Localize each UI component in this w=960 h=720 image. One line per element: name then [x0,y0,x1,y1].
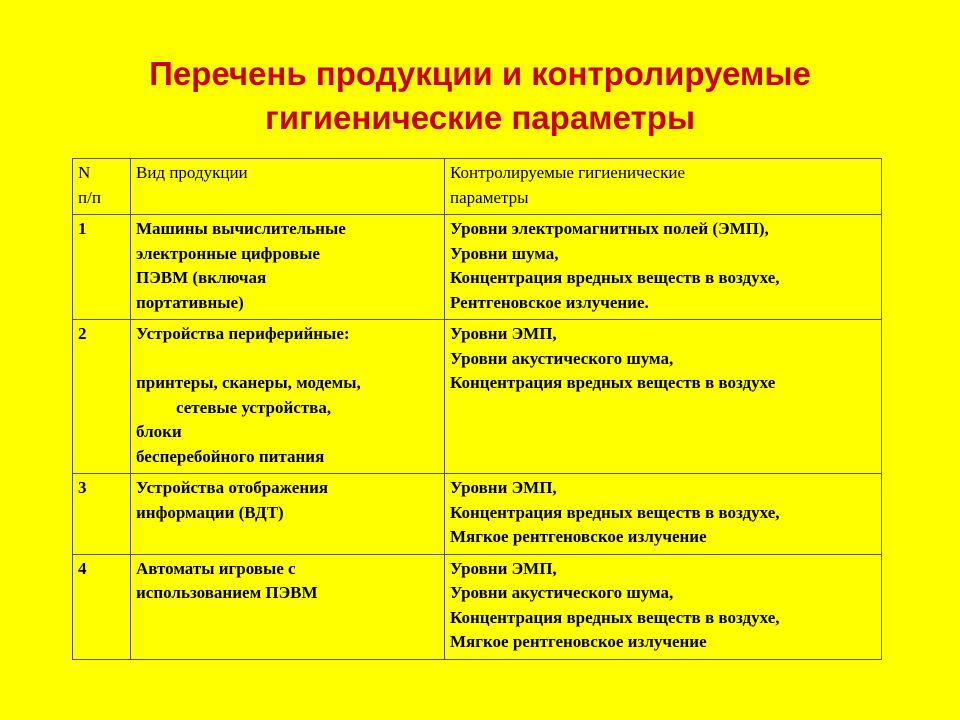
slide-title-line-1: Перечень продукции и контролируемые [149,55,811,92]
row-product: Устройства периферийные: принтеры, сканеры, модемы, сетевые устройства, блоки бесперебойного питания [131,320,445,474]
slide-title-line-2: гигиенические параметры [264,99,695,136]
row-num: 2 [73,320,131,474]
row-num: 1 [73,215,131,320]
table-header-row [73,159,882,215]
header-product: Вид продукции [131,159,445,215]
row-num: 3 [73,474,131,555]
header-num: N п/п [73,159,131,215]
row-params: Уровни ЭМП, Концентрация вредных веществ в воздухе, Мягкое рентгеновское излучение [445,474,882,555]
row-params: Уровни электромагнитных полей (ЭМП), Уровни шума, Концентрация вредных веществ в воздухе, Рентгеновское излучение. [445,215,882,320]
products-table [72,158,882,660]
row-num: 4 [73,554,131,659]
table-row [73,320,882,474]
table-row [73,474,882,555]
slide-title [0,52,960,140]
row-params: Уровни ЭМП, Уровни акустического шума, Концентрация вредных веществ в воздухе [445,320,882,474]
table-row [73,554,882,659]
table-row [73,215,882,320]
row-product: Устройства отображения информации (ВДТ) [131,474,445,555]
row-product: Автоматы игровые с использованием ПЭВМ [131,554,445,659]
row-params: Уровни ЭМП, Уровни акустического шума, Концентрация вредных веществ в воздухе, Мягкое рентгеновское излучение [445,554,882,659]
header-params: Контролируемые гигиенические параметры [445,159,882,215]
row-product: Машины вычислительные электронные цифровые ПЭВМ (включая портативные) [131,215,445,320]
